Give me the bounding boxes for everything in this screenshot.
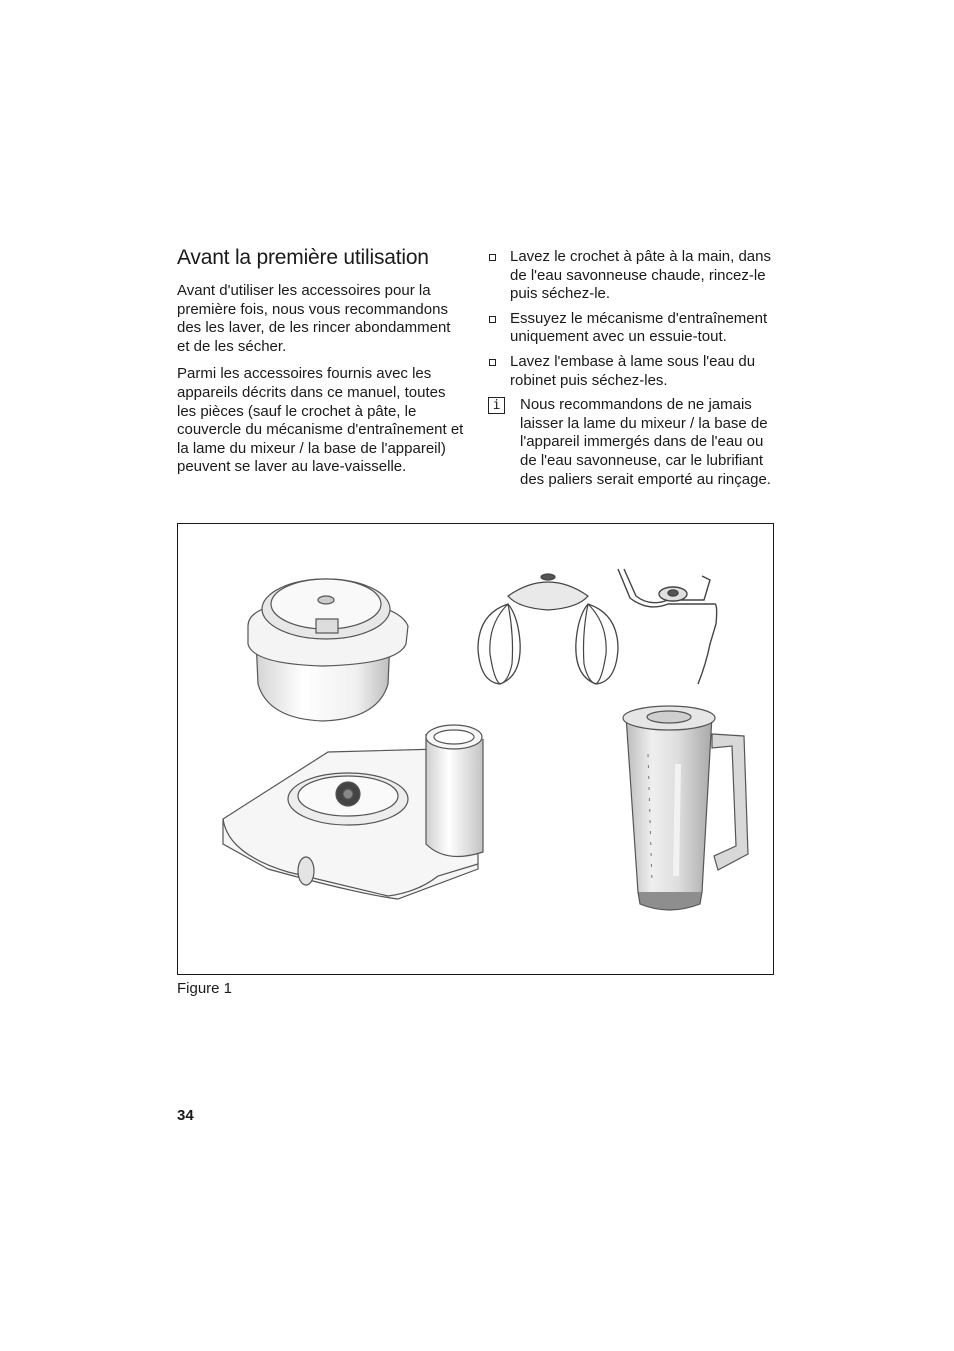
section-title: Avant la première utilisation (177, 246, 429, 269)
info-note-text: Nous recommandons de ne jamais laisser la lame du mixeur / la base de l'appareil immergés dans de l'eau ou de l'eau savonneuse, car le lubrifiant des paliers serait emporté au rinçage. (520, 396, 771, 488)
list-item (488, 310, 780, 347)
whisk-icon (478, 574, 618, 684)
checkbox-bullet-icon (489, 359, 496, 366)
info-icon: i (488, 397, 505, 414)
bullet-text: Lavez le crochet à pâte à la main, dans de l'eau savonneuse chaude, rincez-le puis séchez-le. (510, 248, 771, 303)
page-number: 34 (177, 1107, 194, 1124)
right-column (488, 248, 780, 489)
info-note (488, 396, 780, 489)
intro-paragraph: Avant d'utiliser les accessoires pour la première fois, nous vous recommandons des les laver, de les rincer abondamment et de les sécher. (177, 282, 451, 355)
blender-icon (623, 706, 748, 910)
checkbox-bullet-icon (489, 316, 496, 323)
mixing-bowl-icon (248, 579, 408, 721)
checkbox-bullet-icon (489, 254, 496, 261)
bullet-text: Lavez l'embase à lame sous l'eau du robinet puis séchez-les. (510, 352, 756, 389)
bullet-text: Essuyez le mécanisme d'entraînement uniquement avec un essuie-tout. (510, 309, 768, 346)
figure-1 (177, 523, 774, 975)
base-unit-icon (223, 725, 483, 899)
left-column (177, 282, 467, 486)
dishwasher-paragraph: Parmi les accessoires fournis avec les appareils décrits dans ce manuel, toutes les pièces (sauf le crochet à pâte, le couvercle du mécanisme d'entraînement et la lame du mixeur / la base de l'appareil) peuvent se laver au lave-vaisselle. (177, 365, 464, 476)
accessories-illustration (178, 524, 772, 973)
dough-hook-icon (618, 569, 717, 684)
figure-caption: Figure 1 (177, 980, 233, 997)
list-item (488, 248, 780, 304)
list-item (488, 353, 780, 390)
